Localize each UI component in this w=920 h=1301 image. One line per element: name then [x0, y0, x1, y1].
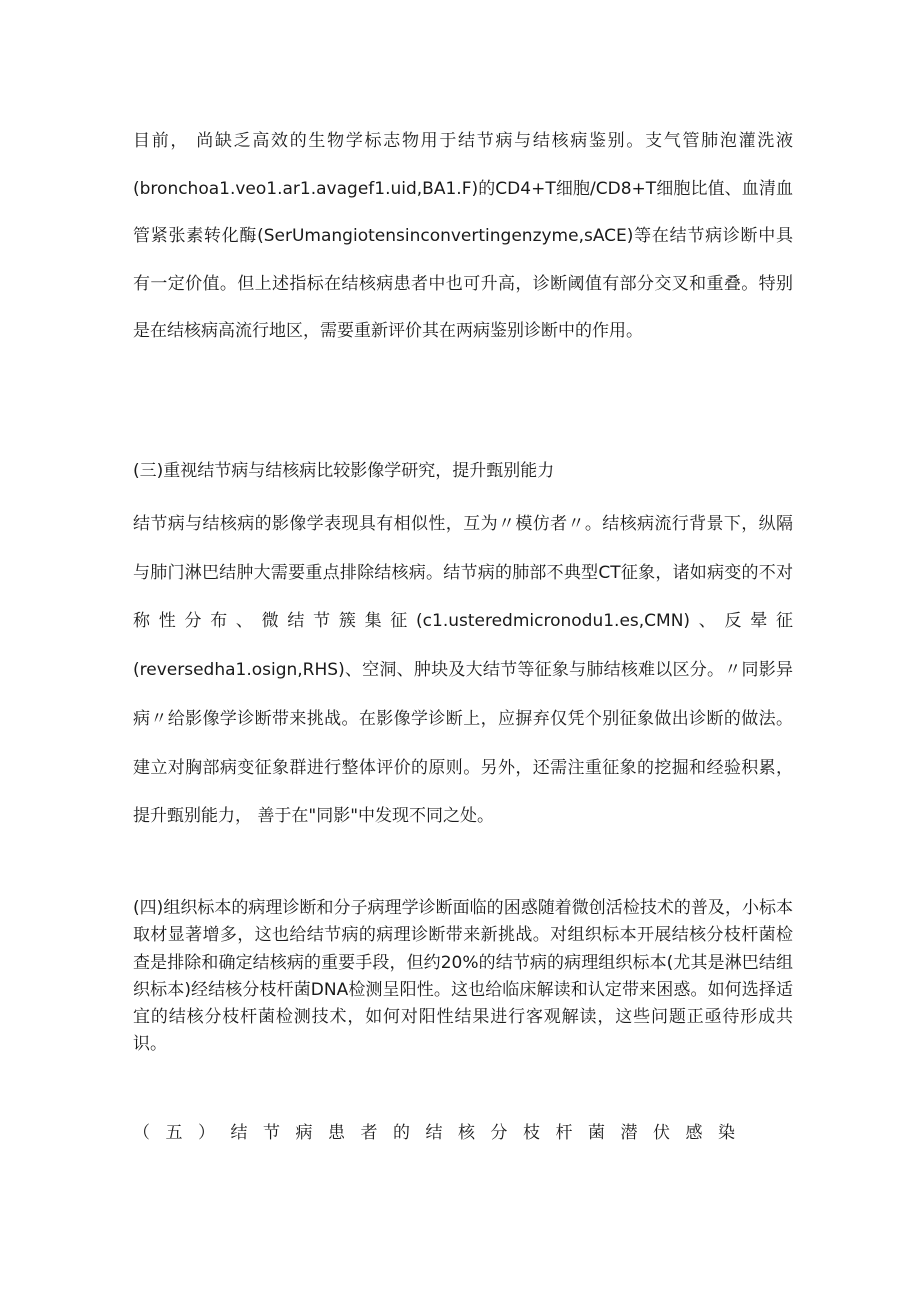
section-heading-5: （五）结节病患者的结核分枝杆菌潜伏感染	[133, 1123, 751, 1143]
section-heading-3: (三)重视结节病与结核病比较影像学研究，提升甄别能力	[133, 461, 555, 481]
paragraph-pathology: (四)组织标本的病理诊断和分子病理学诊断面临的困惑随着微创活检技术的普及，小标本取材显著增多，这也给结节病的病理诊断带来新挑战。对组织标本开展结核分枝杆菌检查是排除和确定结核病的重要手段，但约20%的结节病的病理组织标本(尤其是淋巴结组织标本)经结核分枝杆菌DNA检测呈阳性。这也给临床解读和认定带来困惑。如何选择适宜的结核分枝杆菌检测技术，如何对阳性结果进行客观解读，这些问题正亟待形成共识。	[133, 898, 793, 1055]
paragraph-biomarkers: 目前， 尚缺乏高效的生物学标志物用于结节病与结核病鉴别。支气管肺泡灌洗液(bronchoa1.veo1.ar1.avagef1.uid,BA1.F)的CD4+T细胞/CD8+T细胞比值、血清血管紧张素转化酶(SerUmangiotensinconvertingenzyme,sACE)等在结节病诊断中具有一定价值。但上述指标在结核病患者中也可升高，诊断阈值有部分交叉和重叠。特别是在结核病高流行地区，需要重新评价其在两病鉴别诊断中的作用。	[133, 131, 793, 341]
paragraph-imaging: 结节病与结核病的影像学表现具有相似性，互为〃模仿者〃。结核病流行背景下，纵隔与肺门淋巴结肿大需要重点排除结核病。结节病的肺部不典型CT征象，诸如病变的不对称性分布、微结节簇集征(c1.usteredmicronodu1.es,CMN)、反晕征(reversedha1.osign,RHS)、空洞、肿块及大结节等征象与肺结核难以区分。〃同影异病〃给影像学诊断带来挑战。在影像学诊断上，应摒弃仅凭个别征象做出诊断的做法。建立对胸部病变征象群进行整体评价的原则。另外，还需注重征象的挖掘和经验积累，提升甄别能力， 善于在"同影"中发现不同之处。	[133, 514, 793, 827]
